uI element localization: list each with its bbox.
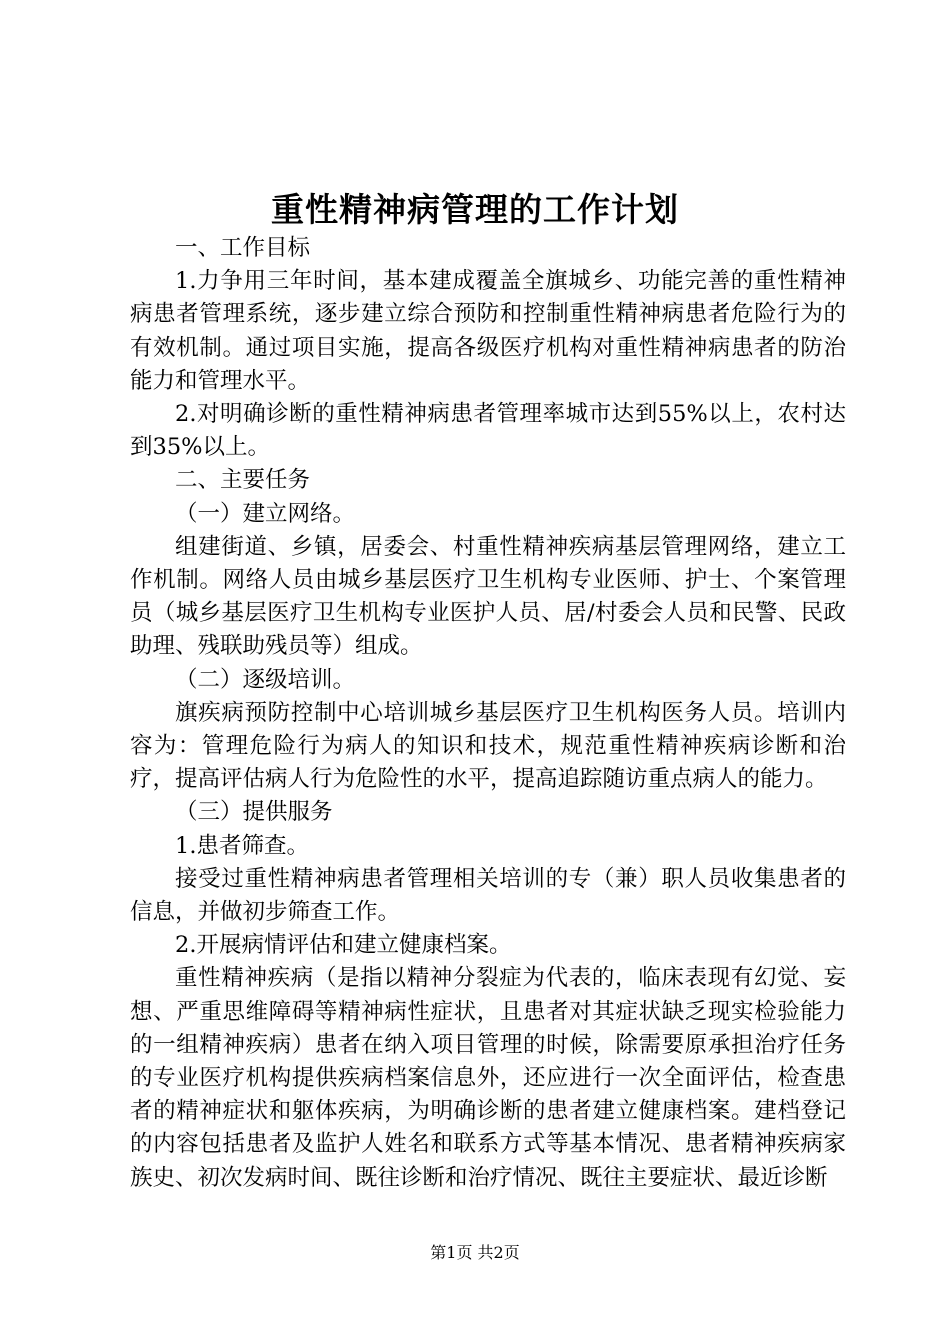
- subheading-build-network: （一）建立网络。: [175, 500, 356, 527]
- heading-work-goals: 一、工作目标: [175, 235, 311, 261]
- document-body: [130, 232, 846, 1195]
- item-assessment-records: 2.开展病情评估和建立健康档案。: [175, 932, 512, 959]
- page-footer: 第1页 共2页: [430, 1243, 520, 1262]
- paragraph-assessment: 重性精神疾病（是指以精神分裂症为代表的，临床表现有幻觉、妄想、严重思维障碍等精神病性症状，且患者对其症状缺乏现实检验能力的一组精神疾病）患者在纳入项目管理的时候，除需要原承担治疗任务的专业医疗机构提供疾病档案信息外，还应进行一次全面评估，检查患者的精神症状和躯体疾病，为明确诊断的患者建立健康档案。建档登记的内容包括患者及监护人姓名和联系方式等基本情况、患者精神疾病家族史、初次发病时间、既往诊断和治疗情况、既往主要症状、最近诊断: [130, 965, 846, 1191]
- paragraph-network: 组建街道、乡镇，居委会、村重性精神疾病基层管理网络，建立工作机制。网络人员由城乡基层医疗卫生机构专业医师、护士、个案管理员（城乡基层医疗卫生机构专业医护人员、居/村委会人员和民警、民政助理、残联助残员等）组成。: [130, 533, 846, 660]
- paragraph-goal-2: 2.对明确诊断的重性精神病患者管理率城市达到55%以上，农村达到35%以上。: [130, 401, 846, 461]
- heading-main-tasks: 二、主要任务: [175, 467, 311, 494]
- paragraph-screening: 接受过重性精神病患者管理相关培训的专（兼）职人员收集患者的信息，并做初步筛查工作。: [130, 865, 846, 926]
- paragraph-goal-1: 1.力争用三年时间，基本建成覆盖全旗城乡、功能完善的重性精神病患者管理系统，逐步建立综合预防和控制重性精神病患者危险行为的有效机制。通过项目实施，提高各级医疗机构对重性精神病患者的防治能力和管理水平。: [130, 268, 846, 394]
- item-patient-screening: 1.患者筛查。: [175, 832, 309, 859]
- document-title: 重性精神病管理的工作计划: [271, 190, 679, 229]
- paragraph-training: 旗疾病预防控制中心培训城乡基层医疗卫生机构医务人员。培训内容为：管理危险行为病人的知识和技术，规范重性精神疾病诊断和治疗，提高评估病人行为危险性的水平，提高追踪随访重点病人的能力。: [130, 699, 846, 793]
- subheading-services: （三）提供服务: [175, 799, 333, 826]
- subheading-training: （二）逐级培训。: [175, 666, 356, 693]
